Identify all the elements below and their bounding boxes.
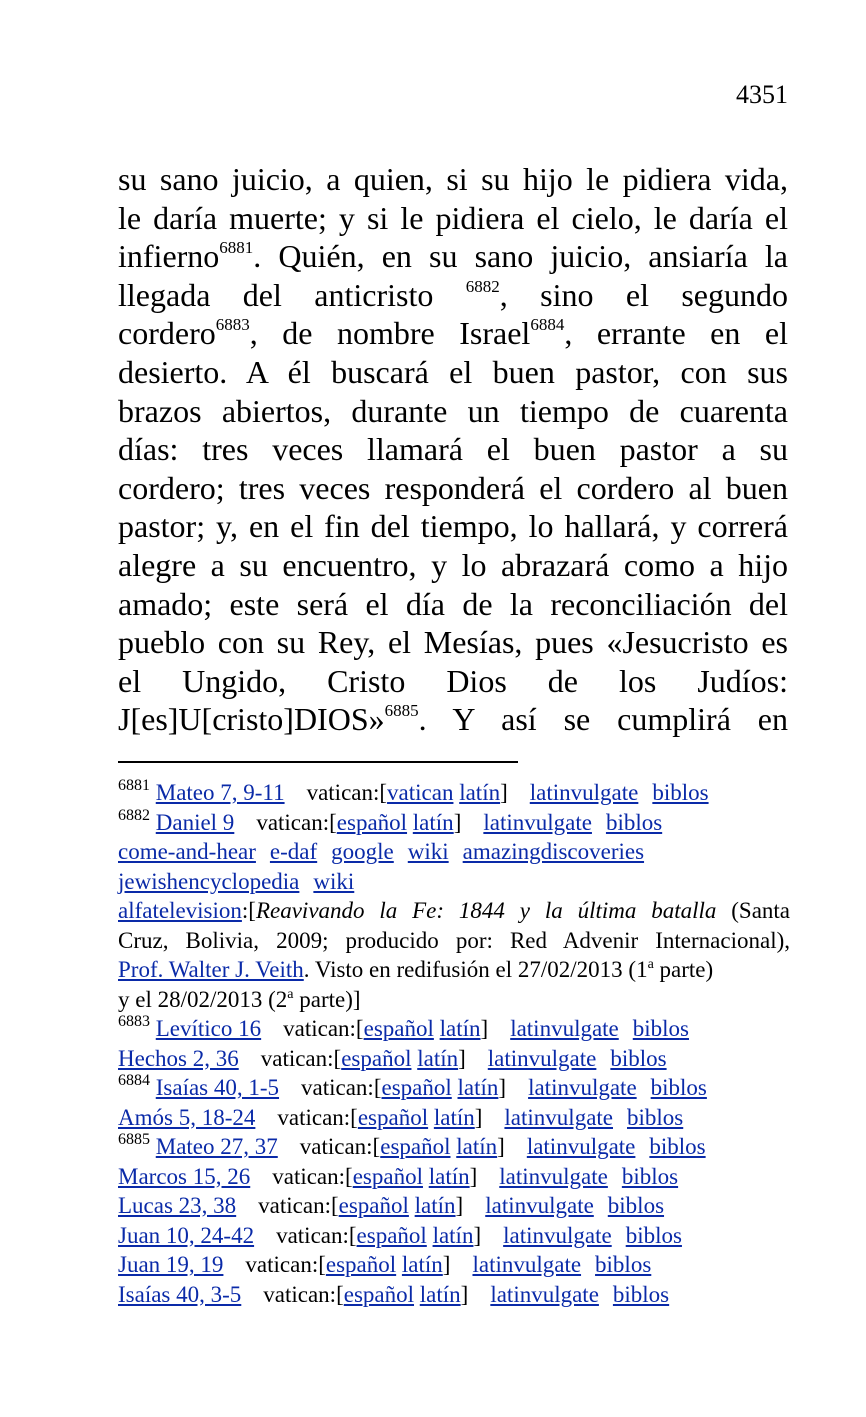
footnote-text-line: alfatelevision:[Reavivando la Fe: 1844 y la última batalla (Santa xyxy=(118,898,791,923)
body-text xyxy=(118,160,788,739)
latin-link[interactable]: latín xyxy=(419,1281,461,1307)
latinvulgate-link[interactable]: latinvulgate xyxy=(510,1016,619,1041)
walter-veith-link[interactable]: Prof. Walter J. Veith xyxy=(118,957,304,982)
espanol-link[interactable]: español xyxy=(363,1016,434,1041)
latin-link[interactable]: latín xyxy=(414,1193,456,1218)
body-line: llegada del anticristo $^{6882}$, sino el segundo xyxy=(118,276,788,313)
latinvulgate-link[interactable]: latinvulgate xyxy=(499,1163,608,1189)
body-line: días: tres veces llamará el buen pastor a su xyxy=(118,431,788,468)
footnote-number: 6884 xyxy=(118,1072,150,1089)
footnote-links-line xyxy=(118,837,790,867)
latin-link[interactable]: latín xyxy=(457,1075,499,1100)
bible-ref-link[interactable]: Daniel 9 xyxy=(155,809,235,835)
latinvulgate-link[interactable]: latinvulgate xyxy=(528,1075,637,1100)
biblos-link[interactable]: biblos xyxy=(621,1163,679,1189)
body-line: pueblo con su Rey, el Mesías, pues «Jesucristo es xyxy=(118,624,788,661)
biblos-link[interactable]: biblos xyxy=(650,1075,707,1100)
bible-ref-link[interactable]: Mateo 27, 37 xyxy=(155,1134,278,1159)
body-line: cordero$^{6883}$, de nombre Israel$^{6884}$, errante en el xyxy=(118,315,789,352)
footnote-number: 6883 xyxy=(118,1013,150,1030)
amazingdiscoveries-link[interactable]: amazingdiscoveries xyxy=(462,839,645,864)
footnote-number: 6882 xyxy=(118,806,150,824)
come-and-hear-link[interactable]: come-and-hear xyxy=(118,839,256,864)
wiki-link[interactable]: wiki xyxy=(407,839,449,864)
footnote-text-line: y el 28/02/2013 (2$^a$ parte)] xyxy=(118,986,361,1012)
body-line: le daría muerte; y si le pidiera el cielo, le daría el xyxy=(118,199,788,236)
footnote-ref-line: Isaías 40, 3-5 vatican:[español latín] latinvulgate biblos xyxy=(118,1281,670,1307)
latinvulgate-link[interactable]: latinvulgate xyxy=(529,780,639,805)
biblos-link[interactable]: biblos xyxy=(632,1016,689,1041)
footnote-ref[interactable]: 6884 xyxy=(530,315,565,335)
biblos-link[interactable]: biblos xyxy=(612,1281,670,1307)
body-line: desierto. A él buscará el buen pastor, con sus xyxy=(118,353,788,390)
espanol-link[interactable]: español xyxy=(357,1104,429,1130)
bible-ref-link[interactable]: Amós 5, 18-24 xyxy=(118,1104,256,1130)
biblos-link[interactable]: biblos xyxy=(607,1193,665,1218)
body-line: alegre a su encuentro, y lo abrazará como a hijo xyxy=(118,546,788,583)
biblos-link[interactable]: biblos xyxy=(610,1045,667,1071)
footnote-ref-line: Juan 19, 19 vatican:[español latín] latinvulgate biblos xyxy=(118,1252,652,1277)
jewishencyclopedia-link[interactable]: jewishencyclopedia xyxy=(118,868,300,894)
body-line: brazos abiertos, durante un tiempo de cuarenta xyxy=(118,392,788,429)
vatican-link[interactable]: vatican xyxy=(387,780,454,805)
footnote-separator xyxy=(118,761,518,763)
latin-link[interactable]: latín xyxy=(456,1134,498,1159)
biblos-link[interactable]: biblos xyxy=(652,780,709,805)
latinvulgate-link[interactable]: latinvulgate xyxy=(483,809,592,835)
bible-ref-link[interactable]: Isaías 40, 1-5 xyxy=(155,1075,280,1100)
espanol-link[interactable]: español xyxy=(380,1134,451,1159)
latin-link[interactable]: latín xyxy=(428,1163,470,1189)
latin-link[interactable]: latín xyxy=(412,809,454,835)
bible-ref-link[interactable]: Mateo 7, 9-11 xyxy=(155,780,285,805)
footnote-ref-line: Juan 10, 24-42 vatican:[español latín] latinvulgate biblos xyxy=(118,1222,682,1248)
biblos-link[interactable]: biblos xyxy=(627,1104,684,1130)
footnote-6882: $^{6882}$ Daniel 9 vatican:[español latín] latinvulgate biblos xyxy=(118,806,663,835)
body-line: cordero; tres veces responderá el cordero al buen xyxy=(118,469,788,506)
latin-link[interactable]: latín xyxy=(459,780,501,805)
espanol-link[interactable]: español xyxy=(381,1075,452,1100)
footnote-number: 6885 xyxy=(118,1131,150,1148)
body-line: el Ungido, Cristo Dios de los Judíos: xyxy=(118,662,788,699)
bible-ref-link[interactable]: Juan 10, 24-42 xyxy=(118,1222,255,1248)
bible-ref-link[interactable]: Lucas 23, 38 xyxy=(118,1193,237,1218)
body-line: su sano juicio, a quien, si su hijo le pidiera vida, xyxy=(118,161,788,197)
latinvulgate-link[interactable]: latinvulgate xyxy=(490,1281,599,1307)
alfatelevision-link[interactable]: alfatelevision xyxy=(118,898,242,923)
espanol-link[interactable]: español xyxy=(352,1163,423,1189)
latinvulgate-link[interactable]: latinvulgate xyxy=(485,1193,594,1218)
footnote-6883: $^{6883}$ Levítico 16 vatican:[español latín] latinvulgate biblos xyxy=(118,1013,689,1041)
espanol-link[interactable]: español xyxy=(341,1045,412,1071)
espanol-link[interactable]: español xyxy=(338,1193,409,1218)
google-link[interactable]: google xyxy=(331,839,394,864)
biblos-link[interactable]: biblos xyxy=(595,1252,652,1277)
footnote-text-line: Prof. Walter J. Veith. Visto en redifusión el 27/02/2013 (1$^a$ parte) xyxy=(118,957,714,982)
latinvulgate-link[interactable]: latinvulgate xyxy=(487,1045,597,1071)
espanol-link[interactable]: español xyxy=(325,1252,397,1277)
footnote-6881: $^{6881}$ Mateo 7, 9-11 vatican:[vatican latín] latinvulgate biblos xyxy=(118,777,709,805)
footnote-text-line: Cruz, Bolivia, 2009; producido por: Red Advenir Internacional), xyxy=(118,927,790,953)
latinvulgate-link[interactable]: latinvulgate xyxy=(472,1252,582,1277)
latinvulgate-link[interactable]: latinvulgate xyxy=(526,1134,636,1159)
bible-ref-link[interactable]: Hechos 2, 36 xyxy=(118,1045,239,1071)
e-daf-link[interactable]: e-daf xyxy=(269,839,318,864)
footnote-ref[interactable]: 6881 xyxy=(219,238,254,258)
footnote-links-line xyxy=(118,867,790,897)
bible-ref-link[interactable]: Marcos 15, 26 xyxy=(118,1163,251,1189)
body-line: J[es]U[cristo]DIOS»$^{6885}$. Y así se cumplirá en xyxy=(118,701,788,738)
biblos-link[interactable]: biblos xyxy=(605,809,663,835)
footnote-number: 6881 xyxy=(118,777,150,794)
bible-ref-link[interactable]: Levítico 16 xyxy=(155,1016,262,1041)
footnote-ref-line: Lucas 23, 38 vatican:[español latín] latinvulgate biblos xyxy=(118,1193,665,1218)
footnotes xyxy=(118,778,790,1309)
footnote-ref-line: Amós 5, 18-24 vatican:[español latín] latinvulgate biblos xyxy=(118,1104,684,1130)
page-number: 4351 xyxy=(736,80,788,109)
footnote-6885: $^{6885}$ Mateo 27, 37 vatican:[español latín] latinvulgate biblos xyxy=(118,1131,706,1159)
espanol-link[interactable]: español xyxy=(343,1281,415,1307)
latinvulgate-link[interactable]: latinvulgate xyxy=(504,1104,613,1130)
footnote-6884: $^{6884}$ Isaías 40, 1-5 vatican:[español latín] latinvulgate biblos xyxy=(118,1072,707,1100)
body-line: pastor; y, en el fin del tiempo, lo hallará, y correrá xyxy=(118,508,788,545)
footnote-ref-line: Marcos 15, 26 vatican:[español latín] latinvulgate biblos xyxy=(118,1163,679,1189)
body-line: amado; este será el día de la reconciliación del xyxy=(118,585,788,622)
footnote-ref[interactable]: 6883 xyxy=(215,315,250,335)
latin-link[interactable]: latín xyxy=(433,1104,475,1130)
wiki-link[interactable]: wiki xyxy=(313,868,355,894)
espanol-link[interactable]: español xyxy=(356,1222,427,1248)
latin-link[interactable]: latín xyxy=(432,1222,474,1248)
footnote-ref[interactable]: 6885 xyxy=(384,701,419,721)
footnote-ref[interactable]: 6882 xyxy=(465,276,500,296)
bible-ref-link[interactable]: Isaías 40, 3-5 xyxy=(118,1281,242,1307)
biblos-link[interactable]: biblos xyxy=(649,1134,706,1159)
biblos-link[interactable]: biblos xyxy=(625,1222,682,1248)
program-title: Reavivando la Fe: 1844 y la última batalla xyxy=(255,898,717,923)
latinvulgate-link[interactable]: latinvulgate xyxy=(503,1222,612,1248)
latin-link[interactable]: latín xyxy=(401,1252,443,1277)
bible-ref-link[interactable]: Juan 19, 19 xyxy=(118,1252,224,1277)
latin-link[interactable]: latín xyxy=(439,1016,481,1041)
latin-link[interactable]: latín xyxy=(417,1045,459,1071)
body-line: infierno$^{6881}$. Quién, en su sano juicio, ansiaría la xyxy=(118,238,788,275)
footnote-ref-line: Hechos 2, 36 vatican:[español latín] latinvulgate biblos xyxy=(118,1045,667,1071)
espanol-link[interactable]: español xyxy=(336,809,408,835)
